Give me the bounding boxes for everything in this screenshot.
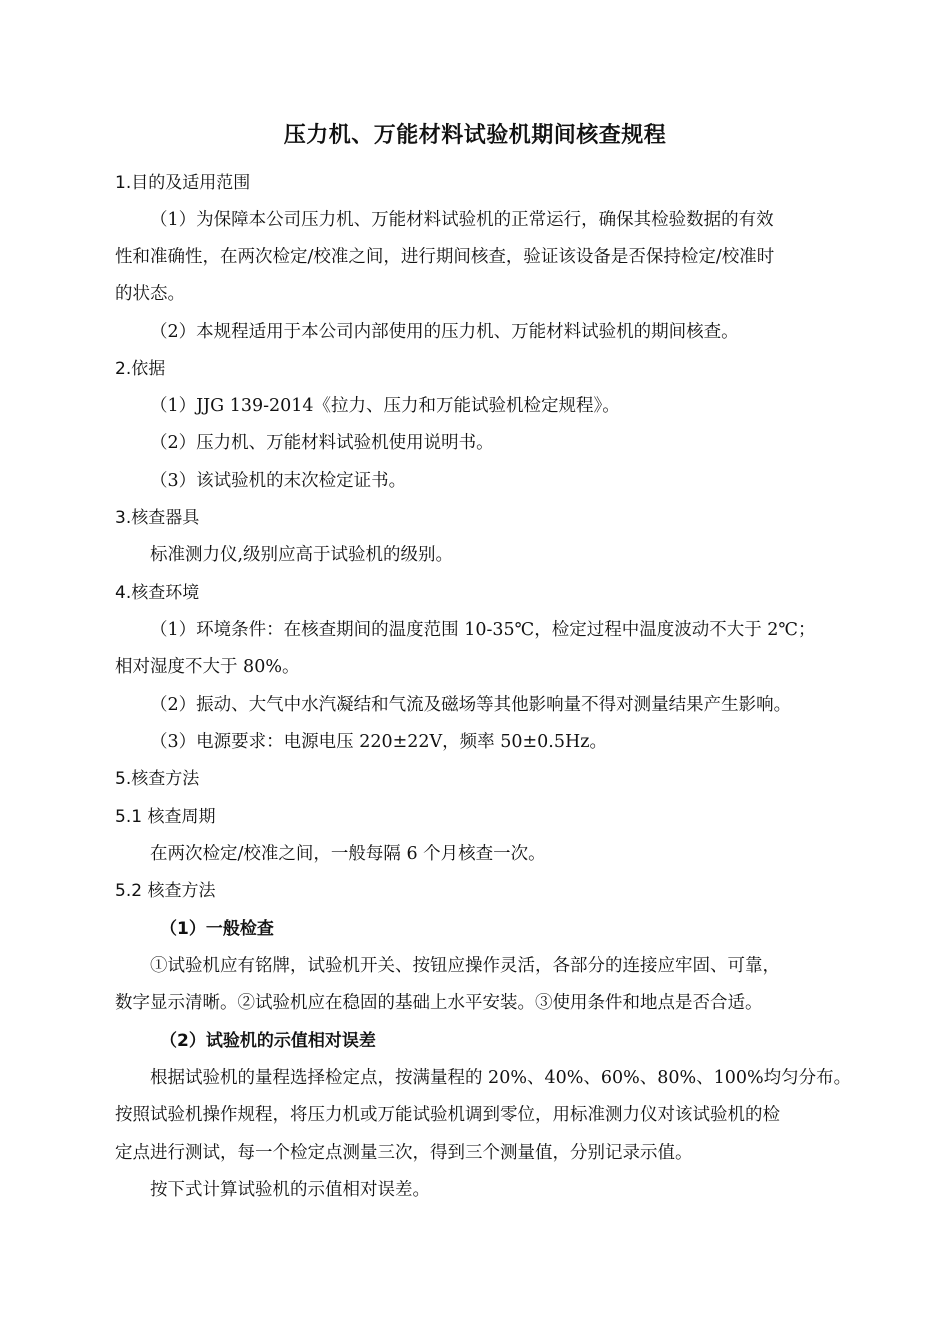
subheading-general-check: （1）一般检查 [160,919,274,939]
paragraph-line: （2）压力机、万能材料试验机使用说明书。 [150,433,494,453]
subsection-heading-5-1: 5.1 核查周期 [115,807,216,827]
paragraph-line: 在两次检定/校准之间，一般每隔 6 个月核查一次。 [150,844,546,864]
section-heading-3: 3.核查器具 [115,508,200,528]
paragraph-line: （2）本规程适用于本公司内部使用的压力机、万能材料试验机的期间核查。 [150,322,739,342]
section-heading-2: 2.依据 [115,359,166,379]
section-heading-1: 1.目的及适用范围 [115,173,251,193]
paragraph-line: 根据试验机的量程选择检定点，按满量程的 20%、40%、60%、80%、100%均匀分布。 [150,1068,852,1088]
paragraph-line: 相对湿度不大于 80%。 [115,657,300,677]
paragraph-line: （1）环境条件：在核查期间的温度范围 10-35℃，检定过程中温度波动不大于 2℃； [150,620,816,640]
paragraph-line: 定点进行测试，每一个检定点测量三次，得到三个测量值，分别记录示值。 [115,1143,693,1163]
subsection-heading-5-2: 5.2 核查方法 [115,881,216,901]
paragraph-line: 数字显示清晰。②试验机应在稳固的基础上水平安装。③使用条件和地点是否合适。 [115,993,763,1013]
document-title: 压力机、万能材料试验机期间核查规程 [283,123,667,148]
paragraph-line: 的状态。 [115,284,185,304]
paragraph-line: （2）振动、大气中水汽凝结和气流及磁场等其他影响量不得对测量结果产生影响。 [150,695,792,715]
paragraph-line: （1）JJG 139-2014《拉力、压力和万能试验机检定规程》。 [150,396,620,416]
paragraph-line: （3）电源要求：电源电压 220±22V，频率 50±0.5Hz。 [150,732,607,752]
paragraph-line: （1）为保障本公司压力机、万能材料试验机的正常运行，确保其检验数据的有效 [150,210,774,230]
paragraph-line: 按下式计算试验机的示值相对误差。 [150,1180,430,1200]
paragraph-line: ①试验机应有铭牌，试验机开关、按钮应操作灵活，各部分的连接应牢固、可靠， [150,956,780,976]
paragraph-line: 性和准确性，在两次检定/校准之间，进行期间核查，验证该设备是否保持检定/校准时 [115,247,775,267]
paragraph-line: 标准测力仪,级别应高于试验机的级别。 [150,545,454,565]
subheading-relative-error: （2）试验机的示值相对误差 [160,1031,376,1051]
paragraph-line: （3）该试验机的末次检定证书。 [150,471,407,491]
section-heading-4: 4.核查环境 [115,583,200,603]
paragraph-line: 按照试验机操作规程，将压力机或万能试验机调到零位，用标准测力仪对该试验机的检 [115,1105,780,1125]
section-heading-5: 5.核查方法 [115,769,200,789]
